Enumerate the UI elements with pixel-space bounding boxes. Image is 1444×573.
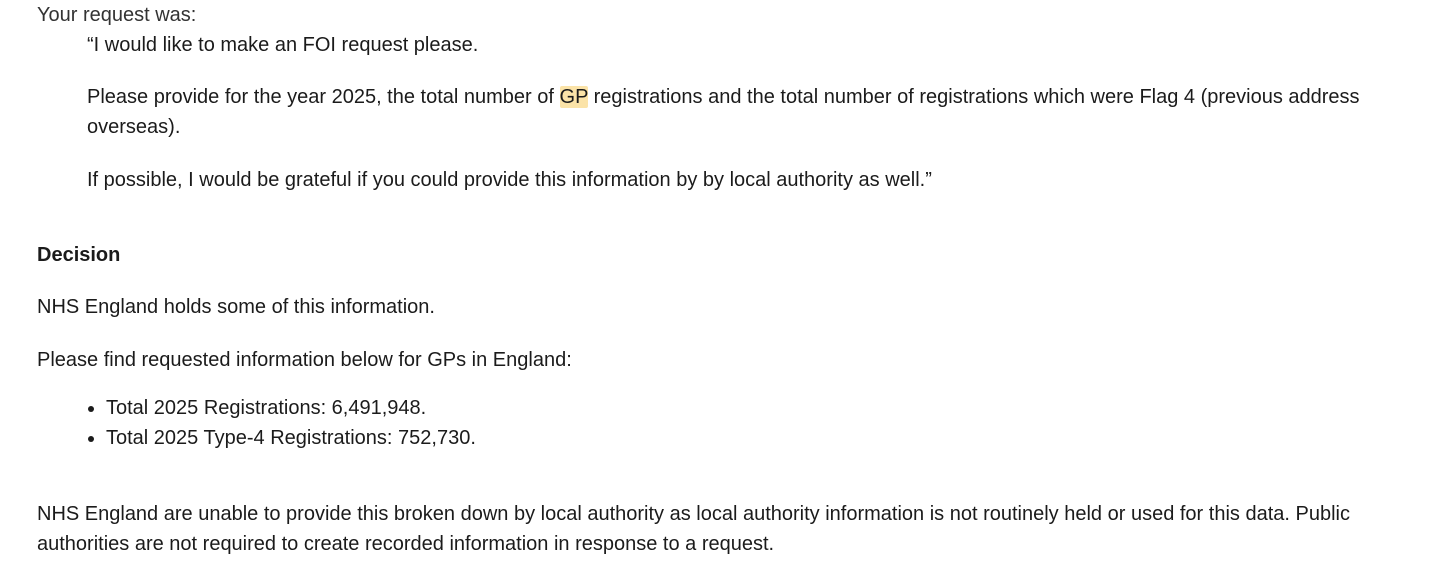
quote-line-1: “I would like to make an FOI request please. — [87, 34, 479, 56]
decision-holds-text: NHS England holds some of this information. — [37, 296, 435, 318]
registrations-list — [37, 393, 1384, 453]
decision-unable-text: NHS England are unable to provide this broken down by local authority as local authority information is not routinely held or used for this data. Public authorities are not required to create recorded information in response to a request. — [37, 503, 1350, 555]
list-item-type4-registrations: • Total 2025 Type-4 Registrations: 752,730. — [106, 423, 1384, 453]
quote-paragraph-3: If possible, I would be grateful if you could provide this information by by local authority as well.” — [87, 169, 932, 191]
quote-paragraph-2-after: registrations and the total number of registrations which were Flag 4 (previous address overseas). — [87, 86, 1360, 138]
quote-paragraph-2 — [87, 82, 1384, 142]
request-quote — [87, 30, 1384, 195]
decision-heading: Decision — [37, 244, 121, 266]
list-item-total-registrations: • Total 2025 Registrations: 6,491,948. — [106, 393, 1384, 423]
search-highlight-gp: GP — [559, 86, 589, 108]
quote-paragraph-2-before: Please provide for the year 2025, the total number of — [87, 86, 560, 108]
request-intro: Your request was: — [37, 4, 197, 26]
decision-find-intro: Please find requested information below for GPs in England: — [37, 349, 572, 371]
